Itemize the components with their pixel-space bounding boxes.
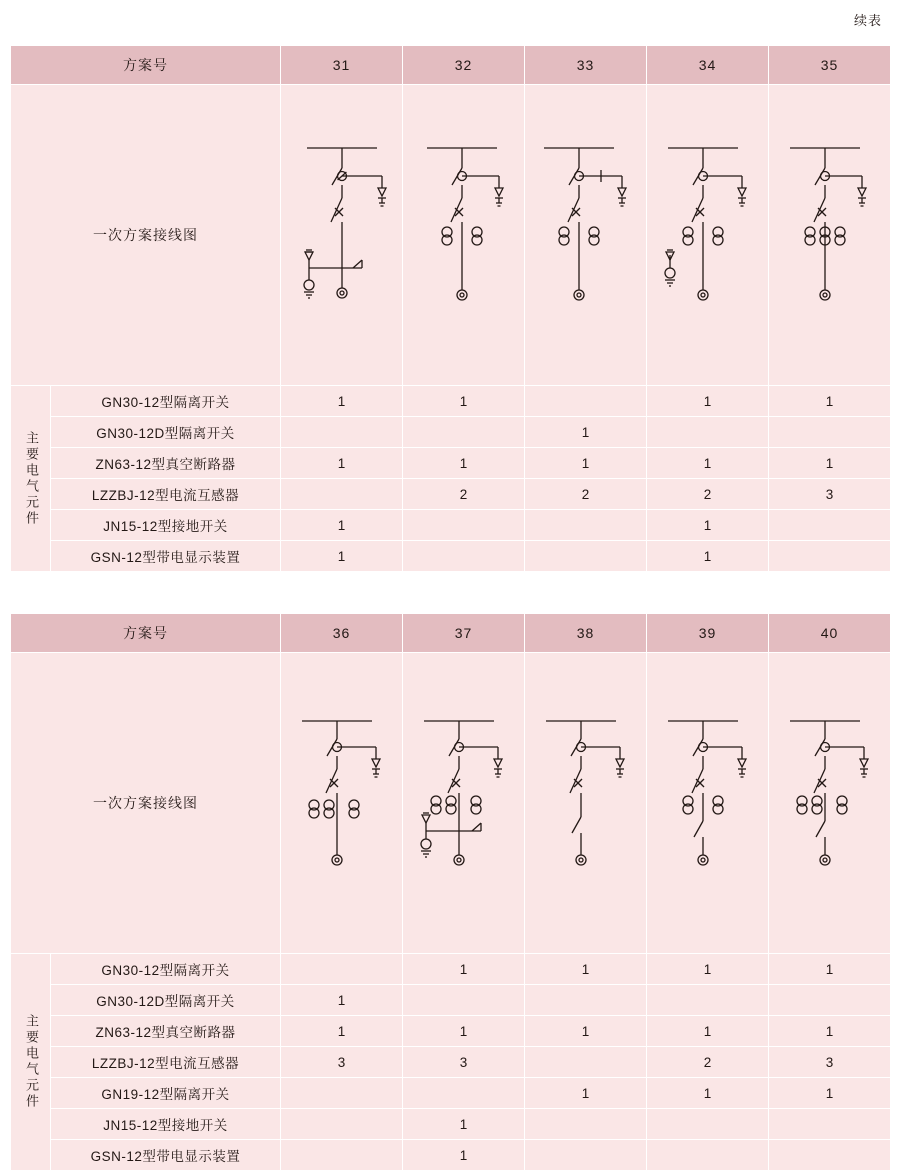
component-value: 1 — [281, 1016, 403, 1047]
component-value — [281, 417, 403, 448]
component-value — [769, 417, 891, 448]
component-value — [769, 1109, 891, 1140]
component-value — [769, 510, 891, 541]
component-value — [525, 1109, 647, 1140]
component-row — [11, 541, 891, 572]
component-name: LZZBJ-12型电流互感器 — [51, 479, 281, 510]
component-row — [11, 1140, 891, 1171]
diagram-row-label: 一次方案接线图 — [11, 653, 281, 954]
component-value: 1 — [769, 448, 891, 479]
component-value — [647, 417, 769, 448]
component-value — [525, 510, 647, 541]
component-name: ZN63-12型真空断路器 — [51, 1016, 281, 1047]
table-header-row — [11, 614, 891, 653]
component-value — [525, 1047, 647, 1078]
component-value: 3 — [281, 1047, 403, 1078]
component-name: GN30-12D型隔离开关 — [51, 985, 281, 1016]
component-name: GSN-12型带电显示装置 — [51, 541, 281, 572]
component-value: 2 — [647, 1047, 769, 1078]
component-value: 1 — [403, 1140, 525, 1171]
diagram-cell-36 — [281, 653, 403, 954]
header-scheme-32: 32 — [403, 46, 525, 85]
component-value: 1 — [525, 1016, 647, 1047]
diagram-cell-33 — [525, 85, 647, 386]
diagram-cell-38 — [525, 653, 647, 954]
component-value: 1 — [647, 1016, 769, 1047]
component-value: 1 — [647, 954, 769, 985]
component-value: 1 — [525, 1078, 647, 1109]
component-value: 2 — [525, 479, 647, 510]
component-value — [769, 541, 891, 572]
component-value — [281, 954, 403, 985]
table-header-row — [11, 46, 891, 85]
scheme-table-1 — [10, 45, 891, 572]
component-value — [769, 1140, 891, 1171]
header-scheme-33: 33 — [525, 46, 647, 85]
diagram-cell-37 — [403, 653, 525, 954]
component-value: 1 — [525, 417, 647, 448]
diagram-row-label: 一次方案接线图 — [11, 85, 281, 386]
component-value: 1 — [647, 510, 769, 541]
component-value: 1 — [525, 954, 647, 985]
component-value: 1 — [647, 386, 769, 417]
component-value: 1 — [769, 1078, 891, 1109]
component-value — [403, 985, 525, 1016]
component-row — [11, 386, 891, 417]
diagram-cell-40 — [769, 653, 891, 954]
component-row — [11, 1016, 891, 1047]
component-value — [647, 1109, 769, 1140]
diagram-cell-35 — [769, 85, 891, 386]
component-value — [281, 479, 403, 510]
header-scheme-36: 36 — [281, 614, 403, 653]
header-scheme-no: 方案号 — [11, 614, 281, 653]
component-value — [647, 985, 769, 1016]
component-name: GN19-12型隔离开关 — [51, 1078, 281, 1109]
component-name: GSN-12型带电显示装置 — [51, 1140, 281, 1171]
component-value: 1 — [281, 386, 403, 417]
diagram-cell-32 — [403, 85, 525, 386]
component-value: 3 — [769, 479, 891, 510]
side-label-1: 主要电气元件 — [11, 386, 51, 572]
component-row — [11, 1047, 891, 1078]
component-value — [403, 510, 525, 541]
header-scheme-34: 34 — [647, 46, 769, 85]
component-value: 1 — [403, 448, 525, 479]
component-row — [11, 448, 891, 479]
component-name: GN30-12型隔离开关 — [51, 386, 281, 417]
diagram-cell-31 — [281, 85, 403, 386]
component-value — [525, 541, 647, 572]
component-value: 1 — [525, 448, 647, 479]
component-name: JN15-12型接地开关 — [51, 510, 281, 541]
header-scheme-38: 38 — [525, 614, 647, 653]
scheme-table-2 — [10, 613, 891, 1171]
component-value — [403, 1078, 525, 1109]
header-scheme-no: 方案号 — [11, 46, 281, 85]
component-value — [403, 541, 525, 572]
component-value: 2 — [647, 479, 769, 510]
component-row — [11, 479, 891, 510]
diagram-cell-39 — [647, 653, 769, 954]
component-value: 1 — [769, 954, 891, 985]
component-row — [11, 1109, 891, 1140]
header-scheme-40: 40 — [769, 614, 891, 653]
component-row — [11, 954, 891, 985]
diagram-row-1 — [11, 85, 891, 386]
component-name: LZZBJ-12型电流互感器 — [51, 1047, 281, 1078]
header-scheme-37: 37 — [403, 614, 525, 653]
component-value — [403, 417, 525, 448]
component-value: 1 — [403, 386, 525, 417]
component-value: 1 — [647, 541, 769, 572]
component-name: GN30-12D型隔离开关 — [51, 417, 281, 448]
component-name: GN30-12型隔离开关 — [51, 954, 281, 985]
diagram-row-2 — [11, 653, 891, 954]
component-row — [11, 1078, 891, 1109]
header-scheme-31: 31 — [281, 46, 403, 85]
component-value — [281, 1078, 403, 1109]
component-value: 2 — [403, 479, 525, 510]
component-value — [281, 1109, 403, 1140]
component-value — [525, 386, 647, 417]
component-value — [769, 985, 891, 1016]
component-value: 1 — [281, 510, 403, 541]
component-value: 1 — [281, 448, 403, 479]
component-value: 1 — [769, 386, 891, 417]
component-value: 1 — [769, 1016, 891, 1047]
component-value — [525, 1140, 647, 1171]
component-value: 1 — [281, 985, 403, 1016]
component-value: 1 — [403, 1109, 525, 1140]
component-value — [525, 985, 647, 1016]
component-value: 1 — [403, 954, 525, 985]
component-value: 1 — [281, 541, 403, 572]
component-value: 1 — [403, 1016, 525, 1047]
header-scheme-35: 35 — [769, 46, 891, 85]
header-scheme-39: 39 — [647, 614, 769, 653]
component-row — [11, 510, 891, 541]
component-name: ZN63-12型真空断路器 — [51, 448, 281, 479]
component-value: 1 — [647, 448, 769, 479]
component-row — [11, 417, 891, 448]
component-row — [11, 985, 891, 1016]
component-value: 1 — [647, 1078, 769, 1109]
component-value: 3 — [403, 1047, 525, 1078]
component-value — [647, 1140, 769, 1171]
continued-label: 续表 — [853, 13, 882, 28]
diagram-cell-34 — [647, 85, 769, 386]
component-value — [281, 1140, 403, 1171]
side-label-2: 主要电气元件 — [11, 954, 51, 1171]
component-name: JN15-12型接地开关 — [51, 1109, 281, 1140]
component-value: 3 — [769, 1047, 891, 1078]
